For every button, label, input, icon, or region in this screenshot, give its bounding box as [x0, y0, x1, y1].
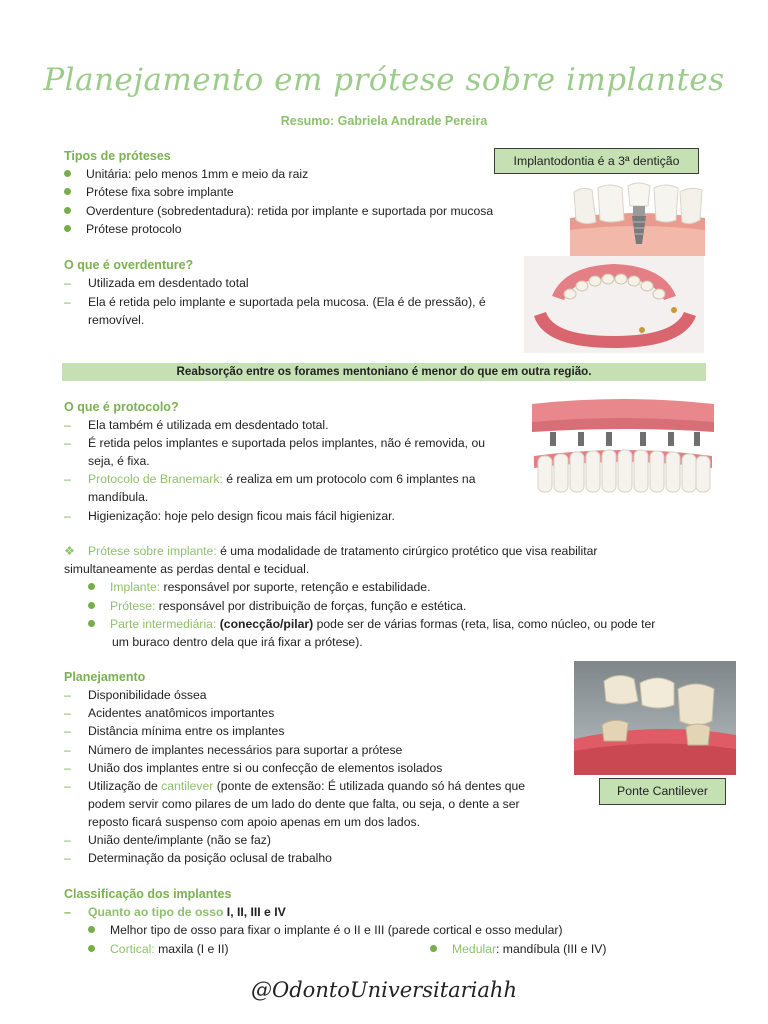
bullet-icon — [430, 945, 437, 952]
list-item: Overdenture (sobredentadura): retida por implante e suportada por mucosa — [64, 202, 493, 220]
list-item: – Higienização: hoje pelo design ficou mais fácil higienizar. — [64, 509, 395, 523]
list-item: – Determinação da posição oclusal de trabalho — [64, 851, 332, 865]
footer-handle: @OdontoUniversitariahh — [251, 978, 517, 1002]
section-heading-protocolo: O que é protocolo? — [64, 400, 179, 414]
list-item: – Utilizada em desdentado total — [64, 276, 249, 290]
bullet-icon — [88, 945, 95, 952]
list-item-continuation: mandíbula. — [88, 490, 149, 504]
list-item: Prótese: responsável por distribuição de forças, função e estética. — [88, 597, 466, 615]
list-item: Melhor tipo de osso para fixar o implante é o II e III (parede cortical e osso medular) — [88, 921, 563, 939]
list-item: – É retida pelos implantes e suportada pelos implantes, não é removida, ou — [64, 436, 486, 450]
list-item: Cortical: maxila (I e II) — [88, 940, 229, 958]
list-item: Parte intermediária: (conecção/pilar) pode ser de várias formas (reta, lisa, como núcleo, ou pode ter — [88, 615, 655, 633]
list-item-continuation: reposto ficará suspenso com apoio apenas em um dos lados. — [88, 815, 420, 829]
highlight-band-reabsorcao: Reabsorção entre os forames mentoniano é menor do que em outra região. — [62, 363, 706, 381]
caption-box-cantilever: Ponte Cantilever — [599, 778, 726, 805]
page-title: Planejamento em prótese sobre implantes — [43, 62, 725, 98]
list-item: – Ela é retida pelo implante e suportada pela mucosa. (Ela é de pressão), é — [64, 295, 486, 309]
bullet-icon — [88, 602, 95, 609]
bullet-icon — [88, 620, 95, 627]
list-item: – Número de implantes necessários para suportar a prótese — [64, 743, 403, 757]
overdenture-image — [524, 256, 704, 353]
list-item: – Acidentes anatômicos importantes — [64, 706, 275, 720]
diamond-bullet-icon: ❖ — [64, 544, 75, 558]
bullet-icon — [64, 225, 71, 232]
bullet-icon — [64, 207, 71, 214]
section-heading-classificacao: Classificação dos implantes — [64, 887, 232, 901]
list-item: – União dos implantes entre si ou confecção de elementos isolados — [64, 761, 443, 775]
list-item: – Ela também é utilizada em desdentado total. — [64, 418, 329, 432]
list-item-continuation: um buraco dentro dela que irá fixar a prótese). — [112, 635, 363, 649]
list-item: Unitária: pelo menos 1mm e meio da raiz — [64, 165, 308, 183]
highlight-box-implantodontia: Implantodontia é a 3ª dentição — [494, 148, 699, 174]
list-item: Implante: responsável por suporte, retenção e estabilidade. — [88, 578, 430, 596]
list-item: Prótese fixa sobre implante — [64, 183, 234, 201]
cantilever-bridge-image — [574, 661, 736, 775]
bullet-icon — [88, 926, 95, 933]
page-subtitle: Resumo: Gabriela Andrade Pereira — [280, 114, 488, 128]
psi-paragraph: ❖ Prótese sobre implante: é uma modalidade de tratamento cirúrgico protético que visa reabilitar — [64, 544, 598, 558]
list-item-continuation: seja, é fixa. — [88, 454, 150, 468]
list-item: – Distância mínima entre os implantes — [64, 724, 285, 738]
protocol-image — [528, 398, 718, 498]
bullet-icon — [88, 583, 95, 590]
section-heading-planejamento: Planejamento — [64, 670, 146, 684]
list-item: removível. — [88, 313, 145, 327]
single-implant-image — [570, 178, 705, 256]
bullet-icon — [64, 170, 71, 177]
psi-paragraph-line2: simultaneamente as perdas dental e tecidual. — [64, 562, 310, 576]
section-heading-tipos: Tipos de próteses — [64, 149, 171, 163]
list-item: Prótese protocolo — [64, 220, 182, 238]
list-item: – Utilização de cantilever (ponte de extensão: É utilizada quando só há dentes que — [64, 779, 526, 793]
list-item: – Quanto ao tipo de osso I, II, III e IV — [64, 905, 286, 919]
list-item: – Protocolo de Branemark: é realiza em um protocolo com 6 implantes na — [64, 472, 476, 486]
list-item: – União dente/implante (não se faz) — [64, 833, 271, 847]
list-item: – Disponibilidade óssea — [64, 688, 207, 702]
list-item-continuation: podem servir como pilares de um lado do dente que falta, ou seja, o dente a ser — [88, 797, 520, 811]
section-heading-overdenture: O que é overdenture? — [64, 258, 194, 272]
list-item: Medular: mandíbula (III e IV) — [430, 940, 606, 958]
bullet-icon — [64, 188, 71, 195]
